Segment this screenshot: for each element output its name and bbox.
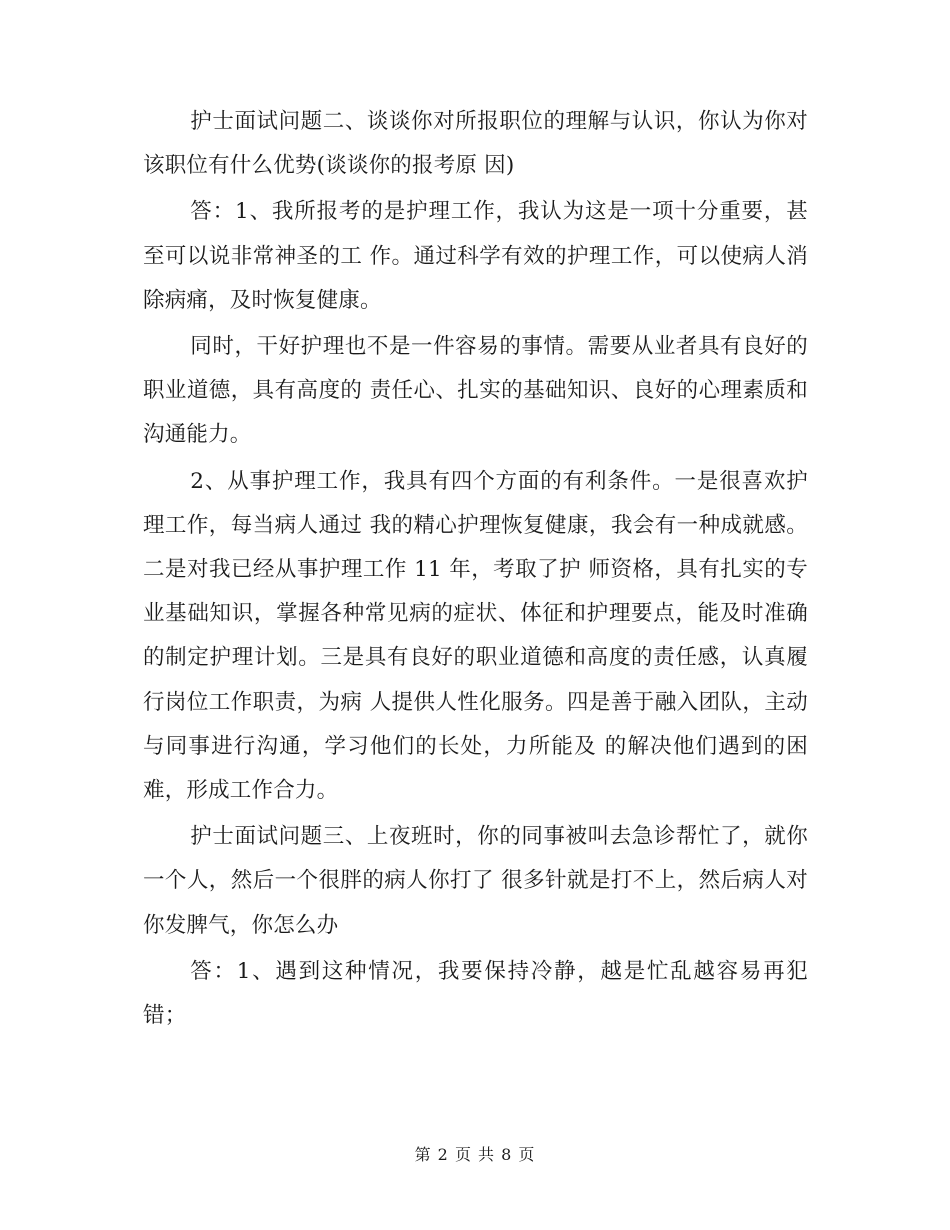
- paragraph-answer-two-part-one: 答：1、我所报考的是护理工作，我认为这是一项十分重要，甚至可以说非常神圣的工 作。通过科学有效的护理工作，可以使病人消除病痛，及时恢复健康。: [143, 199, 808, 313]
- paragraph-question-two: 护士面试问题二、谈谈你对所报职位的理解与认识，你认为你对该职位有什么优势(谈谈你的报考原 因): [143, 109, 808, 179]
- page-number-footer: 第 2 页 共 8 页: [414, 1145, 536, 1164]
- paragraph-answer-two-part-two: 2、从事护理工作，我具有四个方面的有利条件。一是很喜欢护理工作，每当病人通过 我的精心护理恢复健康，我会有一种成就感。二是对我已经从事护理工作 11 年，考取了护 师资格，具有扎实的专业基础知识，掌握各种常见病的症状、体征和护理要点，能及时准确 的制定护理计划。三是具有良好的职业道德和高度的责任感，认真履行岗位工作职责，为病 人提供人性化服务。四是善于融入团队，主动与同事进行沟通，学习他们的长处，力所能及 的解决他们遇到的困难，形成工作合力。: [143, 468, 808, 804]
- paragraph-question-three: 护士面试问题三、上夜班时，你的同事被叫去急诊帮忙了，就你一个人，然后一个很胖的病人你打了 很多针就是打不上，然后病人对你发脾气，你怎么办: [143, 824, 808, 938]
- paragraph-answer-two-continued: 同时，干好护理也不是一件容易的事情。需要从业者具有良好的职业道德，具有高度的 责任心、扎实的基础知识、良好的心理素质和沟通能力。: [143, 334, 808, 448]
- document-body: [143, 100, 808, 1040]
- paragraph-answer-three-part-one: 答：1、遇到这种情况，我要保持冷静，越是忙乱越容易再犯错；: [143, 958, 808, 1029]
